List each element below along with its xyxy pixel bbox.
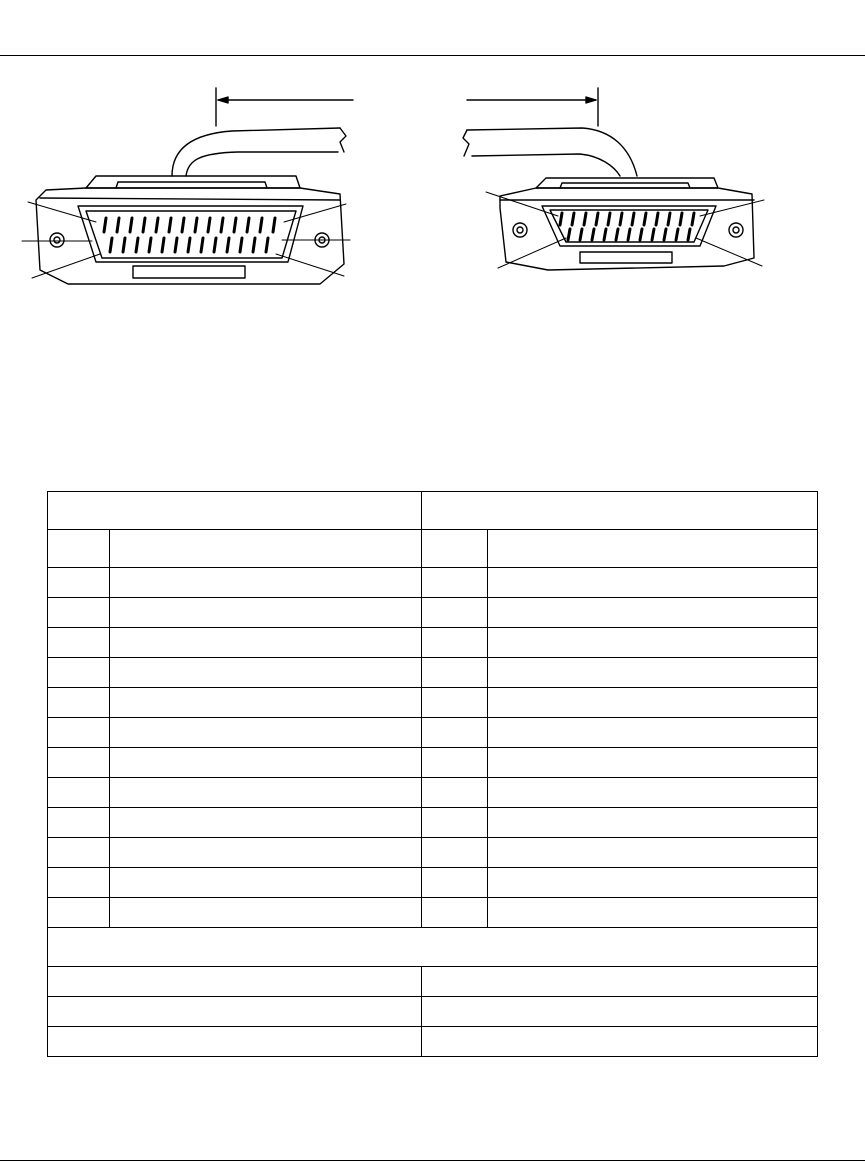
table-cell (110, 658, 422, 688)
cable-cell (48, 997, 422, 1027)
cable-cell (422, 997, 818, 1027)
subheader-cell (48, 530, 110, 568)
cable-row (48, 1027, 818, 1057)
subheader-cell (110, 530, 422, 568)
table-row (48, 868, 818, 898)
table-cell (110, 598, 422, 628)
table-cell (48, 748, 110, 778)
table-cell (488, 688, 818, 718)
table-row (48, 748, 818, 778)
table-cell (488, 838, 818, 868)
table-cell (48, 688, 110, 718)
left-pins-row-1 (104, 218, 275, 232)
subheader-cell (488, 530, 818, 568)
table-cell (422, 568, 488, 598)
table-cell (422, 658, 488, 688)
table-row (48, 628, 818, 658)
table-row (48, 598, 818, 628)
table-cell (488, 658, 818, 688)
table-cell (48, 778, 110, 808)
table-cell (488, 868, 818, 898)
table-cell (110, 838, 422, 868)
table-cell (110, 718, 422, 748)
table-cell (110, 898, 422, 928)
table-cell (488, 778, 818, 808)
table-row (48, 898, 818, 928)
header-cell-left (48, 492, 422, 530)
table-note-row (48, 928, 818, 967)
table-cell (488, 598, 818, 628)
table-cell (48, 598, 110, 628)
table-row (48, 778, 818, 808)
table-cell (422, 688, 488, 718)
right-pins-row-2 (568, 229, 690, 240)
table-row (48, 838, 818, 868)
table-cell (422, 718, 488, 748)
right-connector-icon (486, 178, 764, 270)
footer-rule (0, 1160, 865, 1161)
cable-cell (422, 967, 818, 997)
left-connector-icon (22, 176, 350, 284)
table-cell (422, 868, 488, 898)
cable-length-dimension-icon (216, 88, 598, 126)
right-leader-lines (486, 192, 764, 268)
header-cell-right (422, 492, 818, 530)
table-cell (48, 568, 110, 598)
cable-left-icon (172, 128, 346, 176)
table-cell (110, 688, 422, 718)
table-cell (488, 718, 818, 748)
table-cell (422, 778, 488, 808)
table-cell (488, 628, 818, 658)
table-cell (48, 868, 110, 898)
table-cell (48, 898, 110, 928)
right-pins-row-1 (560, 213, 694, 225)
table-cell (110, 568, 422, 598)
table-cell (110, 868, 422, 898)
subheader-cell (422, 530, 488, 568)
cable-row (48, 967, 818, 997)
table-row (48, 658, 818, 688)
table-cell (48, 718, 110, 748)
table-cell (110, 778, 422, 808)
table-cell (48, 808, 110, 838)
header-rule (0, 55, 865, 56)
table-cell (110, 808, 422, 838)
table-header-row (48, 492, 818, 530)
cable-cell (422, 1027, 818, 1057)
table-cell (422, 808, 488, 838)
table-cell (422, 598, 488, 628)
table-cell (422, 748, 488, 778)
table-cell (488, 748, 818, 778)
table-cell (488, 568, 818, 598)
cable-cell (48, 1027, 422, 1057)
cable-right-icon (463, 128, 637, 176)
left-pins-row-2 (110, 238, 268, 252)
connector-diagram (0, 80, 865, 295)
table-cell (110, 748, 422, 778)
table-cell (422, 838, 488, 868)
table-cell (488, 808, 818, 838)
table-cell (110, 628, 422, 658)
table-cell (48, 628, 110, 658)
table-note-cell (48, 928, 818, 967)
table-cell (48, 838, 110, 868)
cable-cell (48, 967, 422, 997)
table-cell (488, 898, 818, 928)
cable-row (48, 997, 818, 1027)
table-row (48, 568, 818, 598)
table-cell (422, 898, 488, 928)
table-subheader-row (48, 530, 818, 568)
table-cell (422, 628, 488, 658)
pin-assignment-table (47, 491, 818, 1057)
table-row (48, 808, 818, 838)
table-cell (48, 658, 110, 688)
table-row (48, 688, 818, 718)
table-row (48, 718, 818, 748)
